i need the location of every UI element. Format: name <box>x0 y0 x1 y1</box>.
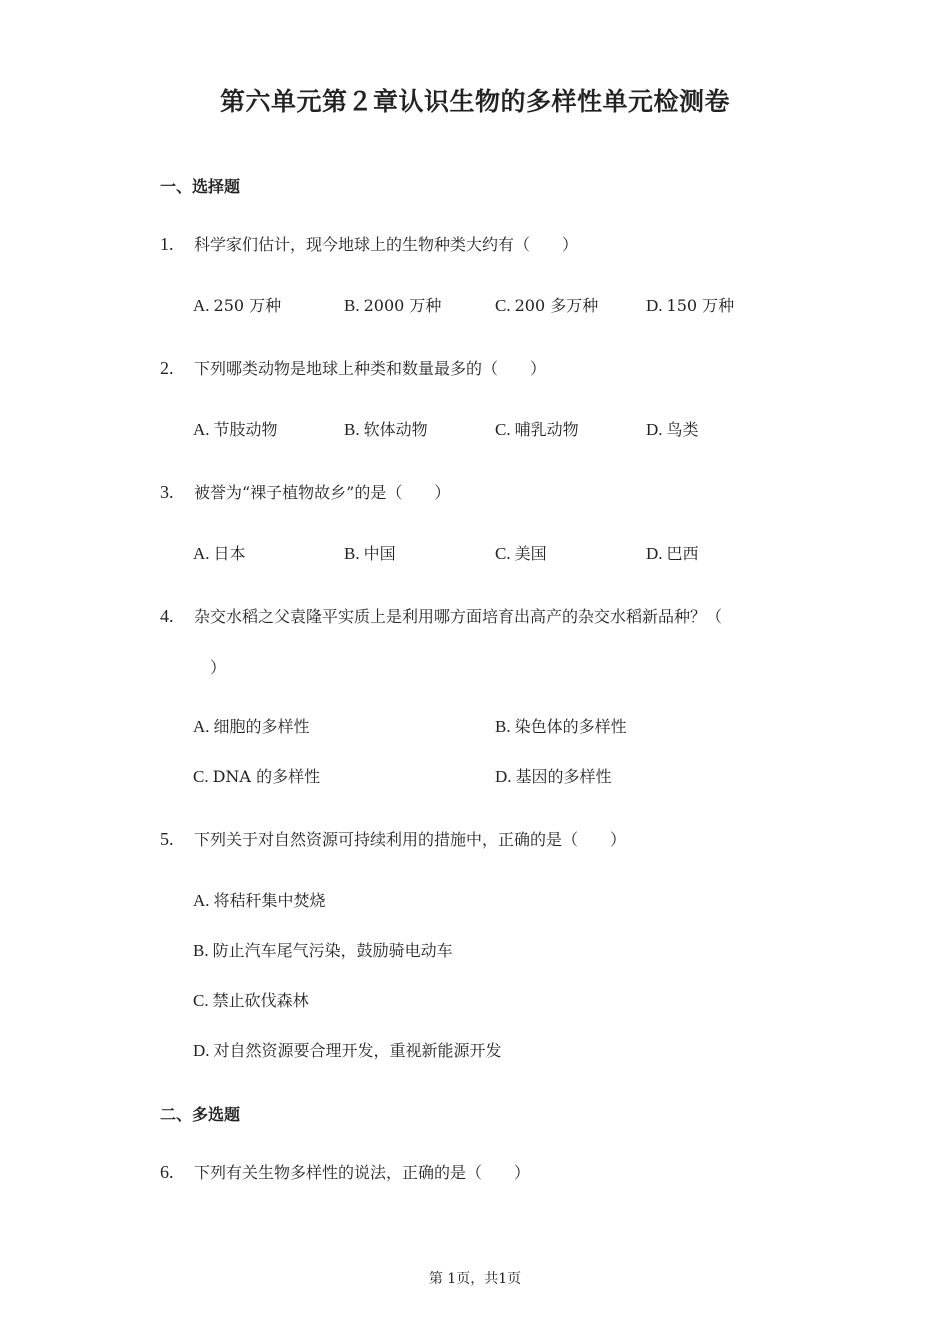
option-text: 染色体的多样性 <box>514 717 627 736</box>
option-text: 禁止砍伐森林 <box>212 991 309 1010</box>
question-2 <box>160 356 546 379</box>
option-text: 150 万种 <box>666 296 735 315</box>
question-number: 4. <box>160 606 174 626</box>
option-label: C. <box>495 420 511 439</box>
option-label: A. <box>193 544 210 563</box>
option-b <box>495 714 627 737</box>
option-text: 细胞的多样性 <box>213 717 310 736</box>
option-label: D. <box>495 767 512 786</box>
option-d <box>646 293 734 316</box>
option-label: D. <box>646 420 663 439</box>
option-a <box>193 714 310 737</box>
option-label: C. <box>193 767 209 786</box>
question-number: 1. <box>160 234 174 254</box>
question-stem: 科学家们估计，现今地球上的生物种类大约有（ ） <box>194 235 579 254</box>
section-heading-multi: 二、多选题 <box>160 1105 241 1124</box>
option-label: D. <box>646 544 663 563</box>
option-text: 2000 万种 <box>363 296 442 315</box>
question-stem: 下列有关生物多样性的说法，正确的是（ ） <box>194 1163 531 1182</box>
option-label: A. <box>193 296 210 315</box>
question-stem: 杂交水稻之父袁隆平实质上是利用哪方面培育出高产的杂交水稻新品种？（ <box>194 607 723 626</box>
option-a <box>193 293 281 316</box>
option-label: A. <box>193 717 210 736</box>
question-stem-continuation: ） <box>210 658 227 677</box>
option-c <box>495 541 547 564</box>
option-a <box>193 888 326 911</box>
option-label: B. <box>344 420 360 439</box>
question-stem: 被誉为“裸子植物故乡”的是（ ） <box>194 483 451 502</box>
section-heading-choice: 一、选择题 <box>160 177 241 196</box>
option-text: 250 万种 <box>213 296 282 315</box>
option-b <box>344 417 428 440</box>
option-label: B. <box>495 717 511 736</box>
question-number: 3. <box>160 482 174 502</box>
option-text: 防止汽车尾气污染，鼓励骑电动车 <box>212 941 453 960</box>
option-text: 软体动物 <box>363 420 428 439</box>
option-b <box>344 293 441 316</box>
option-b <box>344 541 396 564</box>
option-text: 巴西 <box>666 544 699 563</box>
option-text: 节肢动物 <box>213 420 278 439</box>
option-c <box>495 417 579 440</box>
option-d <box>495 764 612 787</box>
option-text: 200 多万种 <box>514 296 599 315</box>
option-label: C. <box>495 296 511 315</box>
page-title: 第六单元第２章认识生物的多样性单元检测卷 <box>219 87 730 116</box>
option-label: B. <box>344 544 360 563</box>
option-d <box>193 1038 502 1061</box>
question-stem: 下列哪类动物是地球上种类和数量最多的（ ） <box>194 359 547 378</box>
option-b <box>193 938 453 961</box>
option-text: 日本 <box>213 544 246 563</box>
question-1 <box>160 232 578 255</box>
question-stem: 下列关于对自然资源可持续利用的措施中，正确的是（ ） <box>194 830 627 849</box>
option-d <box>646 417 699 440</box>
option-c <box>495 293 598 316</box>
option-label: A. <box>193 891 210 910</box>
question-number: 5. <box>160 829 174 849</box>
option-text: 将秸秆集中焚烧 <box>213 891 326 910</box>
option-label: C. <box>495 544 511 563</box>
option-a <box>193 417 278 440</box>
question-5 <box>160 827 626 850</box>
option-text: 鸟类 <box>666 420 699 439</box>
question-6 <box>160 1160 530 1183</box>
option-text: 对自然资源要合理开发，重视新能源开发 <box>213 1041 502 1060</box>
page-footer: 第 1页，共1页 <box>428 1271 522 1287</box>
option-label: C. <box>193 991 209 1010</box>
option-label: A. <box>193 420 210 439</box>
option-label: D. <box>646 296 663 315</box>
option-text: 基因的多样性 <box>515 767 612 786</box>
option-c <box>193 988 309 1011</box>
option-d <box>646 541 699 564</box>
option-c <box>193 764 320 787</box>
question-3 <box>160 480 450 503</box>
option-text: 中国 <box>363 544 396 563</box>
option-label: B. <box>344 296 360 315</box>
option-text: 美国 <box>514 544 547 563</box>
option-label: B. <box>193 941 209 960</box>
option-label: D. <box>193 1041 210 1060</box>
option-text: 哺乳动物 <box>514 420 579 439</box>
question-4 <box>160 604 722 627</box>
question-number: 6. <box>160 1162 174 1182</box>
option-a <box>193 541 246 564</box>
question-number: 2. <box>160 358 174 378</box>
option-text: DNA 的多样性 <box>212 767 321 786</box>
